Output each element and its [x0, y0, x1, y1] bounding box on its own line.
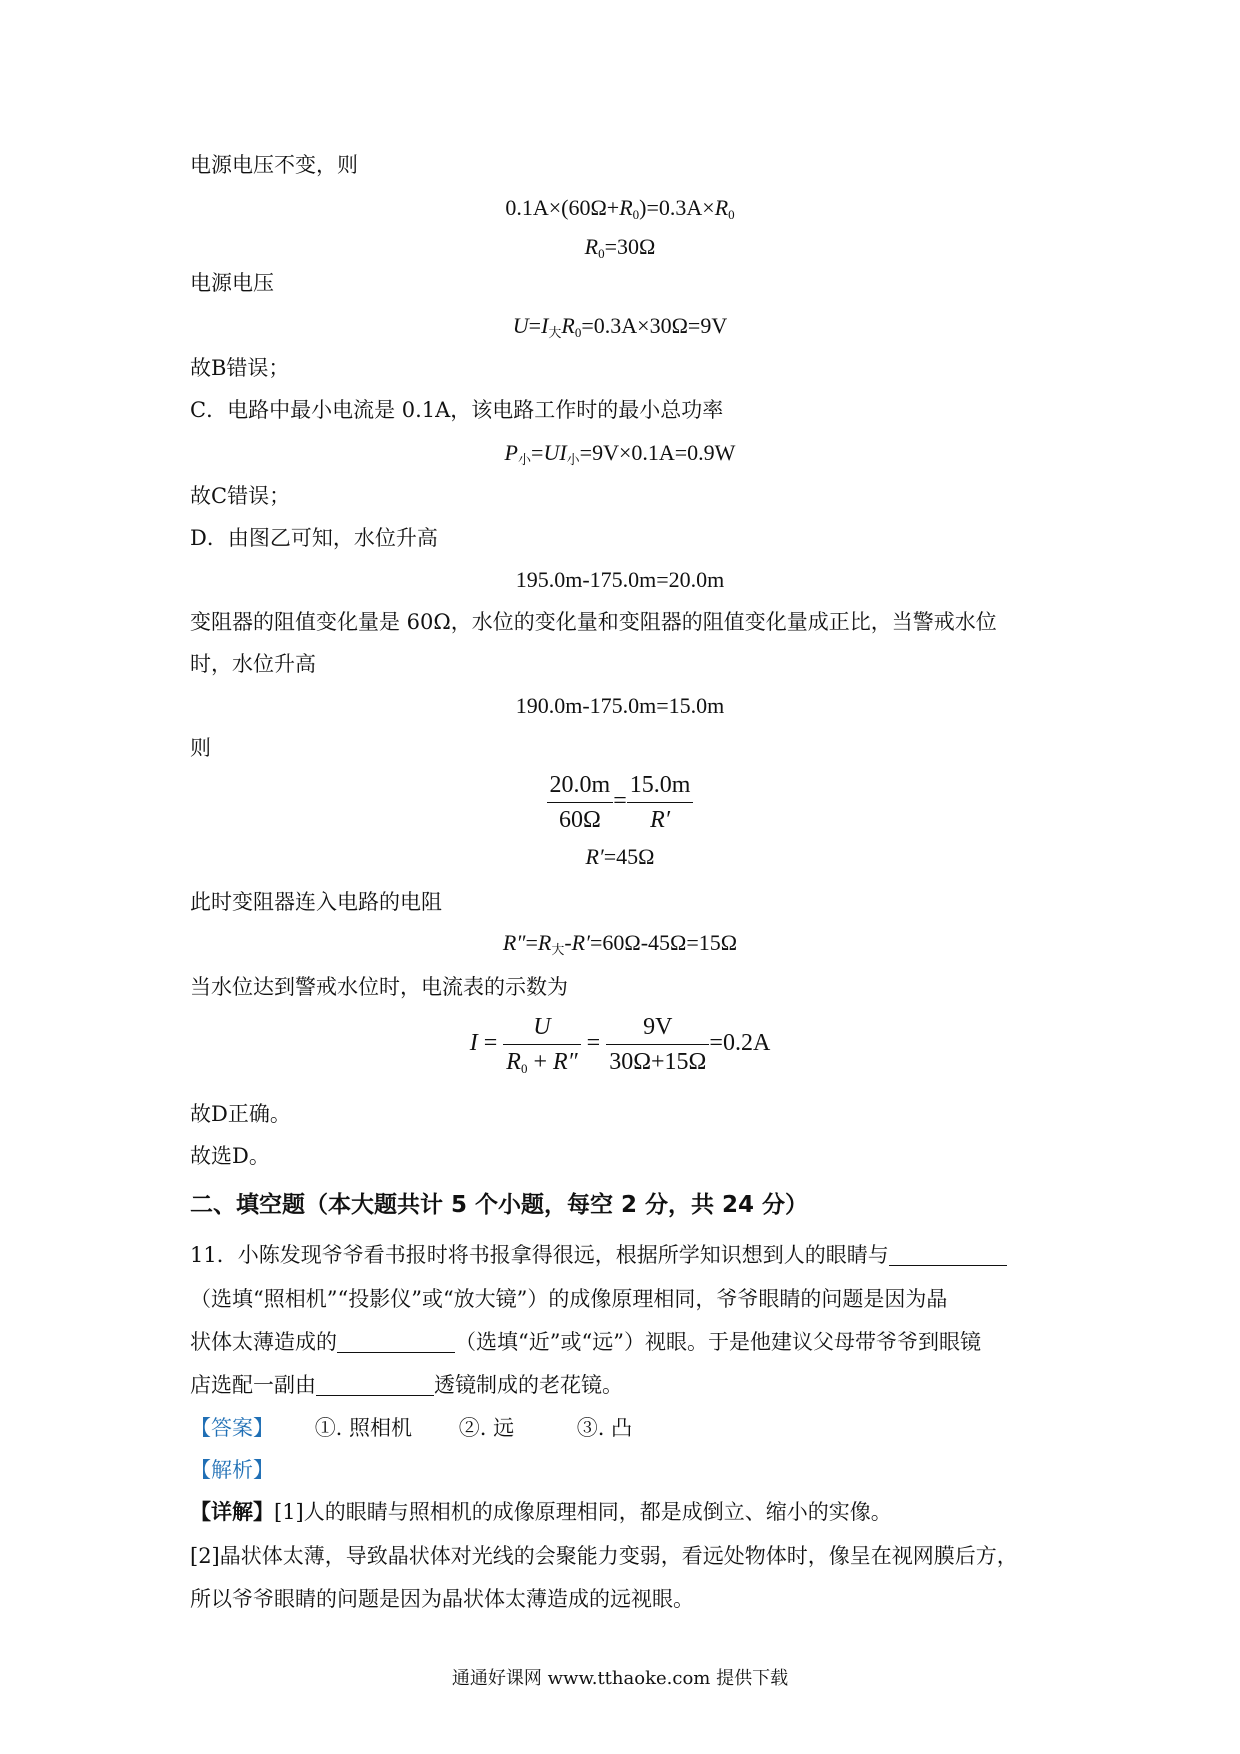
fraction-proportion	[0, 770, 1240, 835]
fraction-denominator	[503, 1045, 580, 1077]
fraction-numerator: 20.0m	[547, 770, 614, 803]
line-water-rise-warning: 时，水位升高	[190, 652, 316, 676]
equation-r0	[0, 232, 1240, 262]
analysis-tag: 【解析】	[190, 1458, 274, 1482]
line-option-c: C．电路中最小电流是 0.1A，该电路工作时的最小总功率	[190, 398, 724, 422]
question-text: （选填“近”或“远”）视眼。于是他建议父母带爷爷到眼镜	[455, 1330, 981, 1354]
eq-text: =60Ω-45Ω=15Ω	[589, 930, 738, 955]
equation-source-voltage	[0, 311, 1240, 341]
eq-text: =0.2A	[709, 1030, 771, 1057]
line-c-wrong: 故C错误；	[190, 484, 291, 508]
line-source-voltage: 电源电压	[190, 271, 274, 295]
question-text: 11．小陈发现爷爷看书报时将书报拿得很远，根据所学知识想到人的眼睛与	[190, 1243, 889, 1267]
question-11-line-1	[190, 1240, 1007, 1270]
question-11-line-2: （选填“照相机”“投影仪”或“放大镜”）的成像原理相同，爷爷眼睛的问题是因为晶	[190, 1287, 948, 1311]
eq-text: 0.1A×(60Ω+	[505, 195, 620, 220]
eq-symbol: UI	[543, 440, 567, 465]
analysis-detail-2: [2]晶状体太薄，导致晶状体对光线的会聚能力变弱，看远处物体时，像呈在视网膜后方，	[190, 1544, 1018, 1568]
answer-blank	[889, 1243, 1007, 1266]
eq-symbol: R	[506, 1049, 521, 1075]
eq-text: =	[477, 1030, 504, 1057]
eq-text: =45Ω	[603, 844, 655, 869]
eq-symbol: P	[504, 440, 518, 465]
question-11-line-3	[190, 1327, 981, 1357]
eq-text: =	[528, 313, 542, 338]
eq-symbol: R	[537, 930, 552, 955]
fraction-current	[0, 1012, 1240, 1077]
question-text: 透镜制成的老花镜。	[434, 1373, 623, 1397]
eq-subscript: 大	[548, 325, 562, 340]
eq-subscript: 0	[728, 207, 735, 222]
fraction	[627, 770, 694, 835]
answer-blank	[337, 1330, 455, 1353]
detail-text: [1]人的眼睛与照相机的成像原理相同，都是成倒立、缩小的实像。	[274, 1500, 892, 1524]
answer-1: ①. 照相机	[314, 1416, 413, 1440]
eq-symbol: R′	[571, 930, 590, 955]
eq-subscript: 大	[551, 942, 565, 957]
eq-symbol: I	[469, 1030, 478, 1057]
eq-subscript: 0	[598, 246, 605, 261]
eq-symbol: R	[714, 195, 729, 220]
equation-voltage-balance	[0, 193, 1240, 223]
eq-text: +	[527, 1049, 553, 1075]
detail-tag: 【详解】	[190, 1499, 274, 1524]
eq-subscript: 小	[518, 452, 532, 467]
question-11-line-4	[190, 1370, 623, 1400]
analysis-detail-1	[190, 1497, 892, 1527]
eq-symbol: U	[512, 313, 529, 338]
eq-subscript: 0	[574, 325, 582, 340]
line-then: 则	[190, 736, 211, 760]
section-heading: 二、填空题（本大题共计 5 个小题，每空 2 分，共 24 分）	[190, 1192, 809, 1218]
answer-3: ③. 凸	[576, 1416, 633, 1440]
eq-text: =30Ω	[604, 234, 656, 259]
line-option-d: D．由图乙可知，水位升高	[190, 526, 438, 550]
eq-symbol: R″	[552, 1049, 578, 1075]
question-text: 店选配一副由	[190, 1373, 316, 1397]
equation-water-rise: 195.0m-175.0m=20.0m	[515, 567, 725, 592]
eq-subscript: 0	[632, 207, 640, 222]
answer-blank	[316, 1373, 434, 1396]
line-ammeter-reading: 当水位达到警戒水位时，电流表的示数为	[190, 975, 568, 999]
eq-text: =	[525, 930, 538, 955]
page-footer: 通通好课网 www.tthaoke.com 提供下载	[451, 1668, 789, 1689]
line-choose-d: 故选D。	[190, 1144, 270, 1168]
eq-symbol: R″	[502, 930, 526, 955]
eq-subscript: 小	[566, 452, 580, 467]
fraction-denominator: 30Ω+15Ω	[609, 1049, 707, 1075]
fraction	[606, 1012, 709, 1077]
line-b-wrong: 故B错误；	[190, 356, 290, 380]
eq-symbol: R	[619, 195, 633, 220]
fraction-numerator: 9V	[606, 1012, 709, 1045]
line-resistance-now: 此时变阻器连入电路的电阻	[190, 890, 442, 914]
question-text: 状体太薄造成的	[190, 1330, 337, 1354]
eq-symbol: R′	[585, 844, 604, 869]
equation-r-prime	[0, 842, 1240, 872]
eq-subscript: 0	[520, 1061, 528, 1076]
fraction-numerator: 15.0m	[627, 770, 694, 803]
fraction	[503, 1012, 580, 1077]
eq-text: =	[613, 788, 627, 815]
equation-r-double-prime	[0, 928, 1240, 958]
eq-text: )=0.3A×	[639, 195, 715, 220]
fraction-denominator: 60Ω	[558, 807, 601, 833]
analysis-detail-3: 所以爷爷眼睛的问题是因为晶状体太薄造成的远视眼。	[190, 1587, 694, 1611]
eq-text: =	[531, 440, 544, 465]
eq-symbol: I	[541, 313, 549, 338]
eq-text: =9V×0.1A=0.9W	[579, 440, 736, 465]
equation-min-power	[0, 438, 1240, 468]
line-resistance-change: 变阻器的阻值变化量是 60Ω，水位的变化量和变阻器的阻值变化量成正比，当警戒水位	[190, 610, 997, 634]
fraction-numerator: U	[503, 1012, 580, 1045]
eq-text: =0.3A×30Ω=9V	[581, 313, 728, 338]
line-d-correct: 故D正确。	[190, 1102, 291, 1126]
answer-tag: 【答案】	[190, 1416, 274, 1440]
line-voltage-unchanged: 电源电压不变，则	[190, 153, 358, 177]
eq-symbol: R	[584, 234, 599, 259]
fraction-denominator: R′	[650, 807, 671, 833]
answer-2: ②. 远	[458, 1416, 515, 1440]
eq-symbol: R	[561, 313, 575, 338]
fraction	[547, 770, 614, 835]
equation-warning-rise: 190.0m-175.0m=15.0m	[515, 693, 725, 718]
eq-text: =	[580, 1030, 607, 1057]
answer-line	[190, 1413, 632, 1443]
eq-text: -	[564, 930, 572, 955]
